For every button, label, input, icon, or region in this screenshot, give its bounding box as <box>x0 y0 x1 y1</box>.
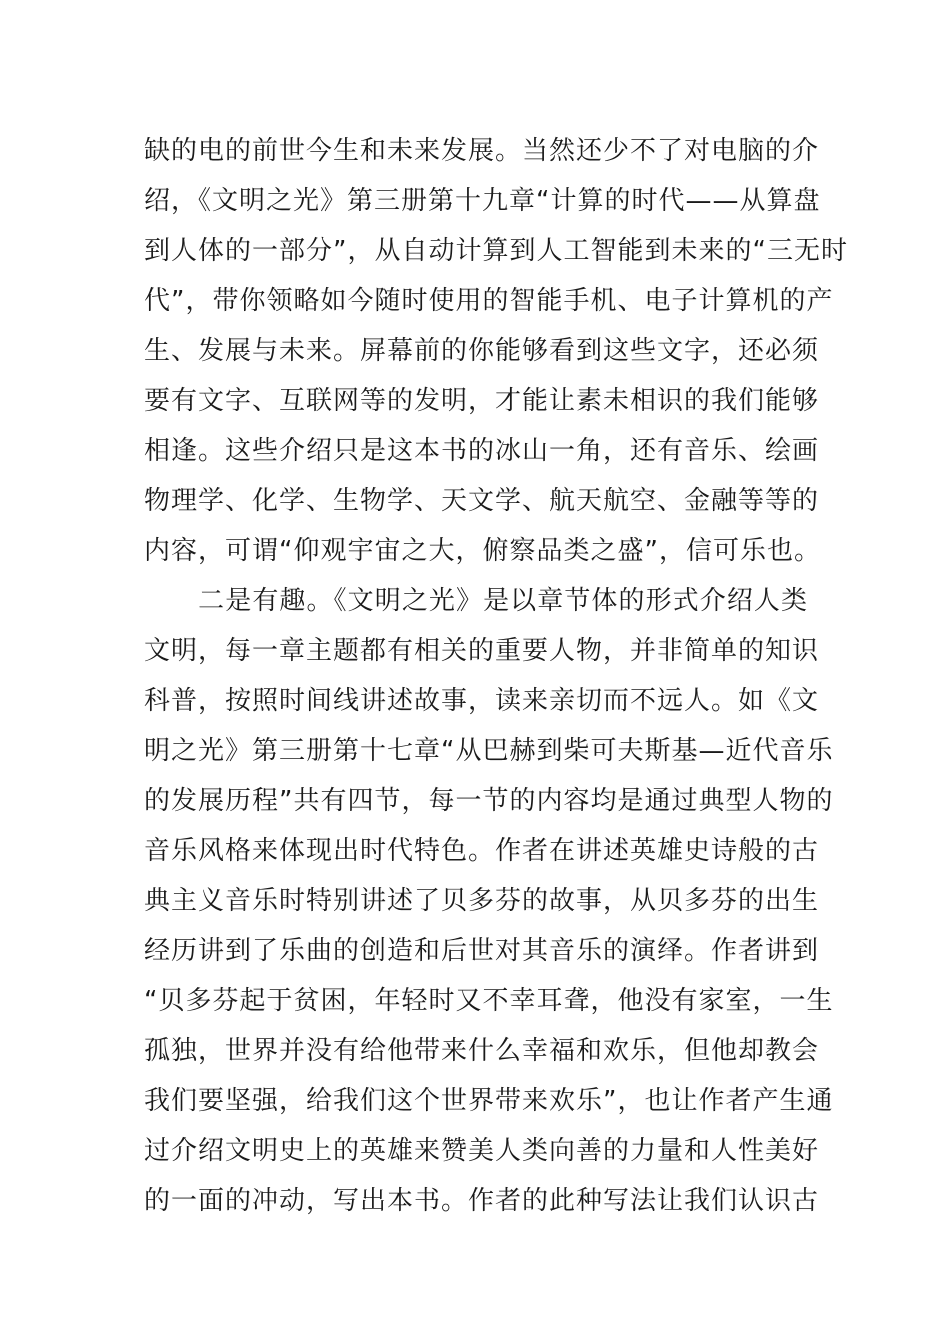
text-line: 的发展历程”共有四节，每一节的内容均是通过典型人物的 <box>144 786 834 816</box>
text-line: 到人体的一部分”，从自动计算到人工智能到未来的“三无时 <box>144 236 848 266</box>
text-line: 要有文字、互联网等的发明，才能让素未相识的我们能够 <box>144 386 820 416</box>
text-line: 过介绍文明史上的英雄来赞美人类向善的力量和人性美好 <box>144 1136 820 1166</box>
text-line: 的一面的冲动，写出本书。作者的此种写法让我们认识古 <box>144 1186 820 1216</box>
text-line: 物理学、化学、生物学、天文学、航天航空、金融等等的 <box>144 486 820 516</box>
text-line: 二是有趣。《文明之光》是以章节体的形式介绍人类 <box>144 586 808 616</box>
text-line: 孤独，世界并没有给他带来什么幸福和欢乐，但他却教会 <box>144 1036 820 1066</box>
text-line: 文明，每一章主题都有相关的重要人物，并非简单的知识 <box>144 636 820 666</box>
text-line: 相逢。这些介绍只是这本书的冰山一角，还有音乐、绘画 <box>144 436 820 466</box>
text-line: 代”，带你领略如今随时使用的智能手机、电子计算机的产 <box>144 286 834 316</box>
text-line: 明之光》第三册第十七章“从巴赫到柴可夫斯基—近代音乐 <box>144 736 834 766</box>
text-line: 科普，按照时间线讲述故事，读来亲切而不远人。如《文 <box>144 686 820 716</box>
text-line: 绍，《文明之光》第三册第十九章“计算的时代——从算盘 <box>144 186 821 216</box>
text-line: 经历讲到了乐曲的创造和后世对其音乐的演绎。作者讲到 <box>144 936 820 966</box>
body-text <box>144 126 848 1226</box>
text-line: “贝多芬起于贫困，年轻时又不幸耳聋，他没有家室，一生 <box>144 986 834 1016</box>
text-line: 缺的电的前世今生和未来发展。当然还少不了对电脑的介 <box>144 136 820 166</box>
text-line: 典主义音乐时特别讲述了贝多芬的故事，从贝多芬的出生 <box>144 886 820 916</box>
text-line: 生、发展与未来。屏幕前的你能够看到这些文字，还必须 <box>144 336 820 366</box>
text-line: 内容，可谓“仰观宇宙之大，俯察品类之盛”，信可乐也。 <box>144 536 821 566</box>
text-line: 音乐风格来体现出时代特色。作者在讲述英雄史诗般的古 <box>144 836 820 866</box>
text-line: 我们要坚强，给我们这个世界带来欢乐”，也让作者产生通 <box>144 1086 834 1116</box>
